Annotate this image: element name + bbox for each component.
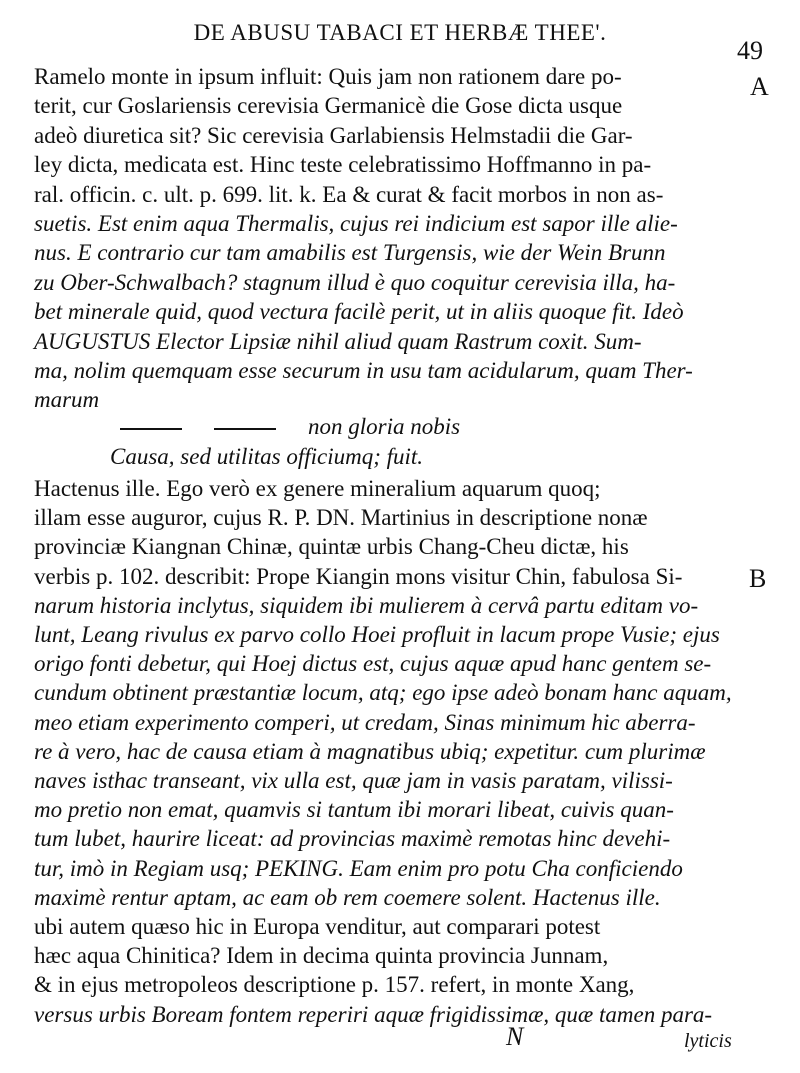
- text-line: [34, 766, 734, 796]
- text-line-content: Hactenus ille. Ego verò ex genere mineralium aquarum quoq;: [34, 476, 601, 501]
- text-line-content: Causa, sed utilitas officiumq; fuit.: [110, 444, 424, 469]
- text-line-content: AUGUSTUS Elector Lipsiæ nihil aliud quam Rastrum coxit. Sum-: [34, 328, 642, 354]
- page-number: 49: [737, 36, 763, 65]
- text-line: [34, 474, 734, 504]
- text-line: [34, 62, 734, 92]
- text-line-content: bet minerale quid, quod vectura facilè perit, ut in aliis quoque fit. Ideò: [34, 299, 684, 325]
- text-line-content: & in ejus metropoleos descriptione p. 157. refert, in monte Xang,: [34, 972, 635, 998]
- text-line-content: tur, imò in Regiam usq; PEKING. Eam enim pro potu Cha conficiendo: [34, 855, 683, 881]
- text-line: [34, 708, 734, 738]
- text-line: [34, 678, 734, 708]
- text-line-content: terit, cur Goslariensis cerevisia Germanicè die Gose dicta usque: [34, 93, 623, 119]
- text-line: [34, 327, 734, 357]
- text-line-content: meo etiam experimento comperi, ut credam, Sinas minimum hic aberra-: [34, 709, 696, 735]
- text-line: [34, 649, 734, 679]
- text-line-content: ma, nolim quemquam esse securum in usu tam acidularum, quam Ther-: [34, 358, 693, 383]
- text-line: [120, 412, 730, 442]
- text-line: [34, 620, 734, 650]
- running-header: DE ABUSU TABACI ET HERBÆ THEE'.: [193, 20, 607, 45]
- text-line: [34, 385, 734, 415]
- text-line-content: naves isthac transeant, vix ulla est, quæ jam in vasis paratam, vilissi-: [34, 768, 673, 793]
- text-line: [34, 150, 734, 180]
- text-line: [34, 854, 734, 884]
- text-line-content: illam esse auguror, cujus R. P. DN. Martinius in descriptione nonæ: [34, 505, 648, 531]
- text-line: [34, 562, 734, 592]
- text-line-content: hæc aqua Chinitica? Idem in decima quinta provincia Junnam,: [34, 943, 609, 969]
- dash-rule: [214, 428, 276, 430]
- text-line-content: nus. E contrario cur tam amabilis est Turgensis, wie der Wein Brunn: [34, 240, 666, 266]
- text-line-content: Ramelo monte in ipsum influit: Quis jam non rationem dare po-: [34, 64, 622, 89]
- text-line: [34, 297, 734, 327]
- text-line-content: provinciæ Kiangnan Chinæ, quintæ urbis Chang-Cheu dictæ, his: [34, 534, 629, 560]
- text-line-content: suetis. Est enim aqua Thermalis, cujus rei indicium est sapor ille alie-: [34, 211, 678, 236]
- text-line-content: ubi autem quæso hic in Europa venditur, aut comparari potest: [34, 914, 601, 939]
- margin-letter-b: B: [749, 564, 767, 593]
- text-line-content: verbis p. 102. describit: Prope Kiangin mons visitur Chin, fabulosa Si-: [34, 563, 683, 589]
- text-line: [34, 824, 734, 854]
- text-line-content: cundum obtinent præstantiæ locum, atq; ego ipse adeò bonam hanc aquam,: [34, 680, 732, 706]
- text-line: [34, 970, 734, 1000]
- text-line: [34, 121, 734, 151]
- text-line: [34, 795, 734, 825]
- text-line-content: maximè rentur aptam, ac eam ob rem coemere solent. Hactenus ille.: [34, 884, 661, 910]
- text-line-content: zu Ober-Schwalbach? stagnum illud è quo coquitur cerevisia illa, ha-: [34, 269, 676, 295]
- text-line: [34, 883, 734, 913]
- text-line-content: narum historia inclytus, siquidem ibi mulierem à cervâ partu editam vo-: [34, 592, 699, 618]
- text-line-content: re à vero, hac de causa etiam à magnatibus ubiq; expetitur. cum plurimæ: [34, 738, 706, 764]
- text-line: [34, 238, 734, 268]
- catchword: lyticis: [684, 1030, 732, 1052]
- text-line-content: ral. officin. c. ult. p. 699. lit. k. Ea & curat & facit morbos in non as-: [34, 181, 664, 207]
- text-line-content: versus urbis Boream fontem reperiri aquæ frigidissimæ, quæ tamen para-: [34, 1001, 713, 1027]
- text-line: [34, 1000, 734, 1030]
- text-line: [34, 591, 734, 621]
- text-line: [34, 209, 734, 239]
- text-line-content: tum lubet, haurire liceat: ad provincias maximè remotas hinc devehi-: [34, 826, 671, 852]
- text-line: [34, 91, 734, 121]
- text-line: [34, 532, 734, 562]
- text-line: [34, 941, 734, 971]
- text-line: [110, 442, 720, 472]
- text-line: [34, 503, 734, 533]
- text-line: [34, 356, 734, 386]
- margin-letter-a: A: [750, 72, 769, 101]
- text-line-content: adeò diuretica sit? Sic cerevisia Garlabiensis Helmstadii die Gar-: [34, 122, 633, 148]
- text-line-content: origo fonti debetur, qui Hoej dictus est, cujus aquæ apud hanc gentem se-: [34, 651, 712, 677]
- text-line: [34, 912, 734, 942]
- text-line-content: mo pretio non emat, quamvis si tantum ibi morari libeat, cuivis quan-: [34, 797, 674, 823]
- text-line-content: marum: [34, 387, 100, 413]
- text-line: [34, 737, 734, 767]
- text-line: [34, 268, 734, 298]
- signature-mark: N: [506, 1022, 524, 1051]
- text-line: [34, 180, 734, 210]
- text-line-content: non gloria nobis: [308, 414, 461, 439]
- text-line-content: ley dicta, medicata est. Hinc teste celebratissimo Hoffmanno in pa-: [34, 152, 652, 178]
- dash-rule: [120, 428, 182, 430]
- text-line-content: lunt, Leang rivulus ex parvo collo Hoei profluit in lacum prope Vusie; ejus: [34, 622, 720, 647]
